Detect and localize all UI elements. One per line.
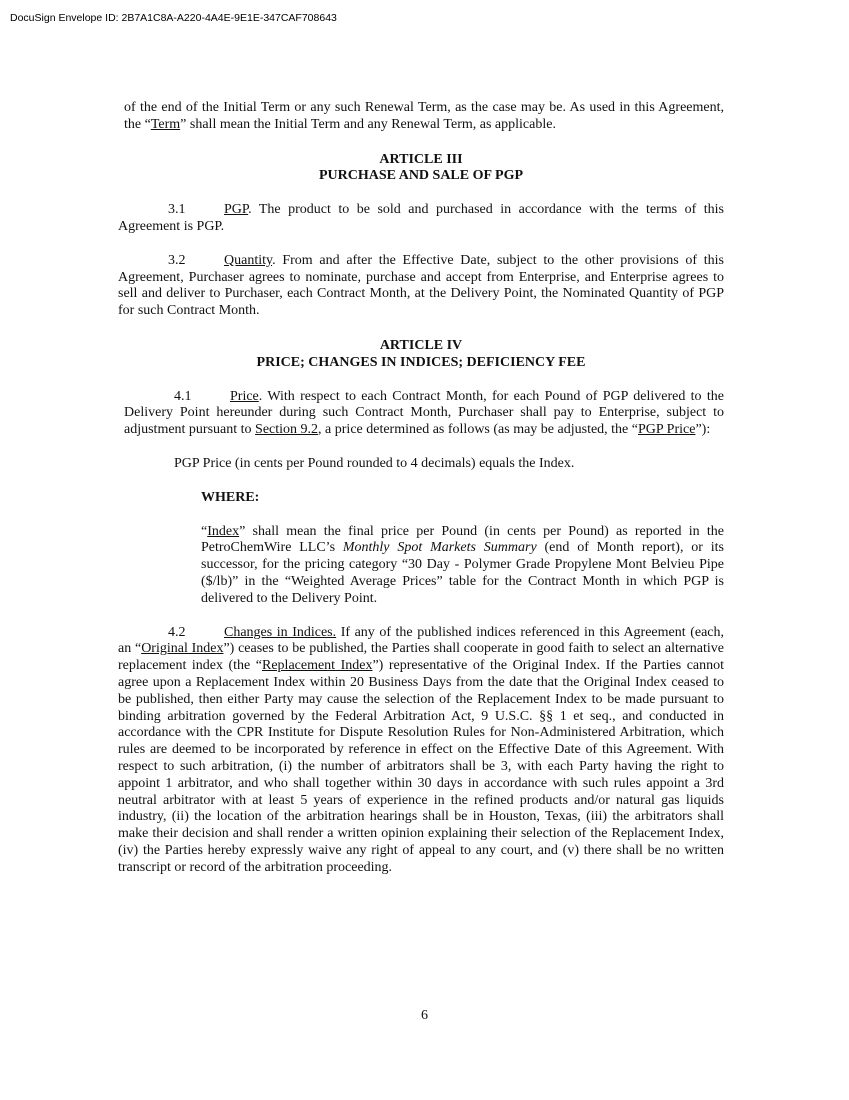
article-3-heading <box>118 152 724 186</box>
section-number: 3.1 <box>168 202 186 218</box>
intro-paragraph: of the end of the Initial Term or any such Renewal Term, as the case may be. As used in this Agreement, the “Term” shall mean the Initial Term and any Renewal Term, as applicable. <box>124 100 724 132</box>
pgp-price-defined-term: PGP Price <box>638 422 696 438</box>
section-heading: Price <box>230 388 259 404</box>
article-4-title: ARTICLE IV <box>379 337 463 353</box>
index-definition: “Index” shall mean the final price per Pound (in cents per Pound) as reported in the PetroChemWire LLC’s Monthly Spot Markets Summary (end of Month report), or its successor, for the pricing category “30 Day - Polymer Grade Propylene Mont Belvieu Pipe ($/lb)” in the “Weighted Average Prices” table for the Contract Month in which PGP is delivered to the Delivery Point. <box>201 523 724 606</box>
section-number: 3.2 <box>168 252 186 268</box>
page-number: 6 <box>421 1008 428 1023</box>
docusign-envelope-id: DocuSign Envelope ID: 2B7A1C8A-A220-4A4E-9E1E-347CAF708643 <box>10 12 337 24</box>
section-heading: PGP <box>224 202 249 218</box>
section-4-2: 4.2 Changes in Indices. If any of the published indices referenced in this Agreement (each, an “Original Index”) ceases to be published, the Parties shall cooperate in good faith to select an alternative replacement index (the “Replacement Index”) representative of the Original Index. If the Parties cannot agree upon a Replacement Index within 20 Business Days from the date that the Original Index ceased to be published, then either Party may cause the selection of the Replacement Index to be made pursuant to binding arbitration governed by the Federal Arbitration Act, 9 U.S.C. §§ 1 et seq., and conducted in accordance with the CPR Institute for Dispute Resolution Rules for Non-Administered Arbitration, which rules are deemed to be incorporated by reference in effect on the Effective Date of this Agreement. With respect to such arbitration, (i) the number of arbitrators shall be 3, with each Party having the right to appoint 1 arbitrator, and who shall together within 30 days in accordance with such rules appoint a 3rd neutral arbitrator with at least 5 years of experience in the refined products and/or natural gas liquids industry, (ii) the location of the arbitration hearings shall be in Houston, Texas, (iii) the arbitrators shall make their decision and shall render a written opinion explaining their selection of the Replacement Index, (iv) the Parties hereby expressly waive any right of appeal to any court, and (v) there shall be no written transcript or record of the arbitration proceeding. <box>118 624 725 875</box>
section-number: 4.1 <box>174 388 192 404</box>
section-3-2: 3.2 Quantity. From and after the Effective Date, subject to the other provisions of this Agreement, Purchaser agrees to nominate, purchase and accept from Enterprise, and Enterprise agrees to sell and deliver to Purchaser, each Contract Month, at the Delivery Point, the Nominated Quantity of PGP for such Contract Month. <box>118 252 724 319</box>
section-3-1: 3.1 PGP. The product to be sold and purchased in accordance with the terms of this Agreement is PGP. <box>118 202 724 234</box>
article-4-heading <box>118 338 724 372</box>
section-number: 4.2 <box>168 624 186 640</box>
section-heading: Changes in Indices. <box>224 624 337 640</box>
original-index-defined-term: Original Index <box>141 641 224 657</box>
article-4-subtitle: PRICE; CHANGES IN INDICES; DEFICIENCY FEE <box>256 354 586 370</box>
document-body <box>118 100 724 876</box>
price-formula: PGP Price (in cents per Pound rounded to 4 decimals) equals the Index. <box>174 455 575 471</box>
article-3-title: ARTICLE III <box>379 151 463 167</box>
article-3-subtitle: PURCHASE AND SALE OF PGP <box>318 168 524 184</box>
replacement-index-defined-term: Replacement Index <box>262 658 373 674</box>
publication-title: Monthly Spot Markets Summary <box>342 540 537 556</box>
where-label: WHERE: <box>201 489 260 505</box>
term-defined-term: Term <box>150 116 181 132</box>
index-defined-term: Index <box>207 523 240 539</box>
section-reference: Section 9.2 <box>255 422 319 438</box>
section-4-1: 4.1 Price. With respect to each Contract Month, for each Pound of PGP delivered to the Delivery Point hereunder during such Contract Month, Purchaser shall pay to Enterprise, subject to adjustment pursuant to Section 9.2, a price determined as follows (as may be adjusted, the “PGP Price”): <box>124 388 724 438</box>
section-heading: Quantity <box>224 252 273 268</box>
